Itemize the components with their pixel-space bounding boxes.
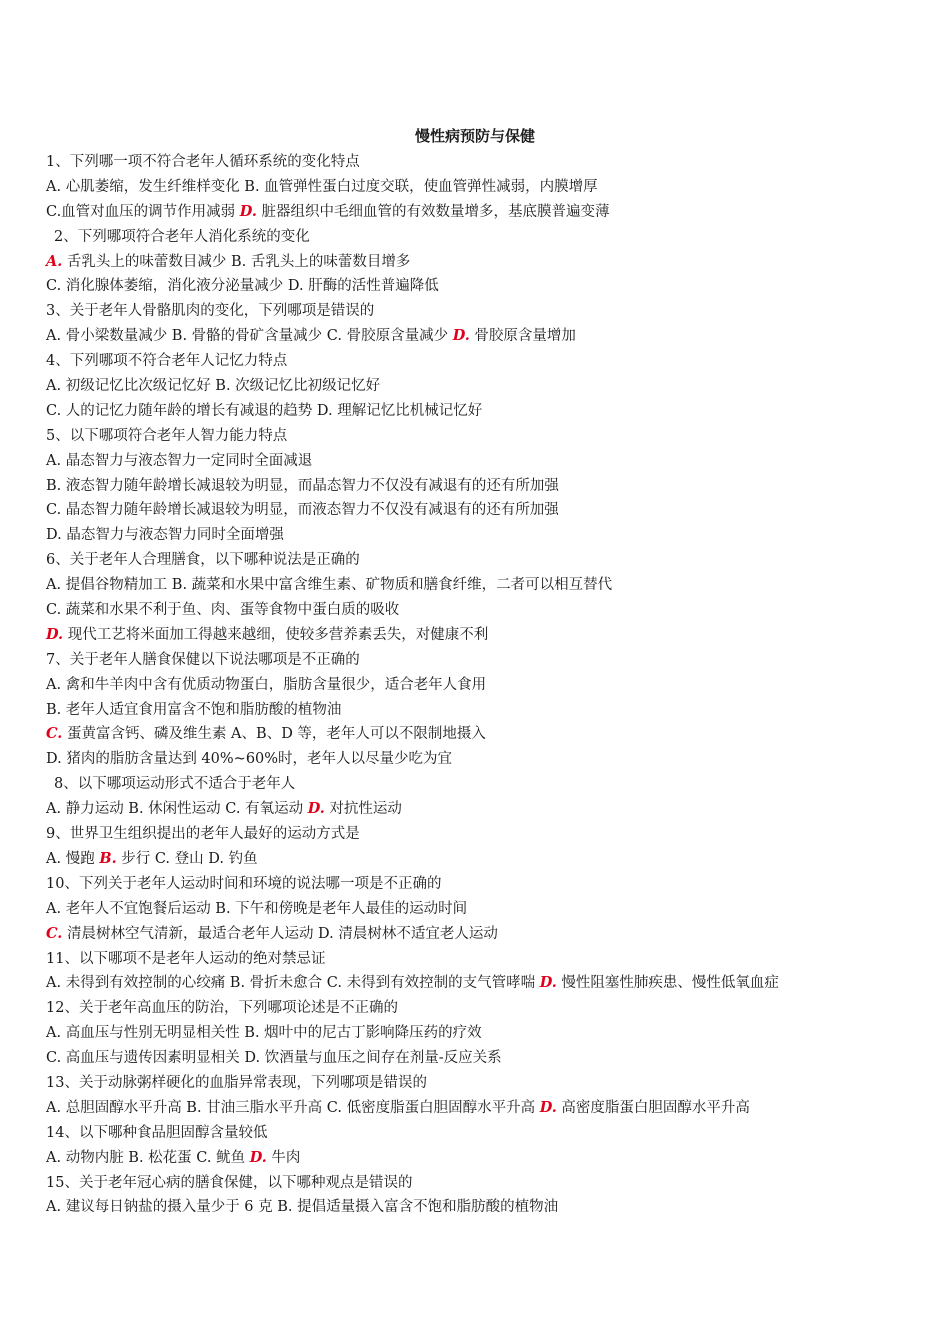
line-text: A. 静力运动 B. 休闲性运动 C. 有氧运动 bbox=[46, 801, 308, 818]
text-line bbox=[46, 623, 936, 648]
answer-marker: B. bbox=[99, 849, 117, 867]
line-text: 1、下列哪一项不符合老年人循环系统的变化特点 bbox=[46, 154, 360, 170]
answer-marker: C. bbox=[46, 725, 63, 743]
line-text: 9、世界卫生组织提出的老年人最好的运动方式是 bbox=[46, 826, 360, 843]
text-line bbox=[46, 1021, 936, 1046]
text-line bbox=[46, 996, 936, 1021]
line-text: 舌乳头上的味蕾数目减少 B. 舌乳头上的味蕾数目增多 bbox=[62, 253, 411, 270]
line-text: 3、关于老年人骨骼肌肉的变化，下列哪项是错误的 bbox=[46, 303, 375, 320]
text-line bbox=[46, 1171, 936, 1196]
text-line bbox=[46, 424, 936, 449]
line-text: 牛肉 bbox=[266, 1149, 301, 1166]
answer-marker: D. bbox=[539, 1098, 557, 1116]
line-text: C.血管对血压的调节作用减弱 bbox=[46, 203, 240, 220]
text-line bbox=[46, 449, 936, 474]
line-text: 现代工艺将米面加工得越来越细，使较多营养素丢失，对健康不利 bbox=[63, 626, 489, 643]
text-line bbox=[46, 922, 936, 947]
text-line bbox=[46, 200, 936, 225]
text-line bbox=[46, 648, 936, 673]
line-text: 脏器组织中毛细血管的有效数量增多，基底膜普遍变薄 bbox=[256, 203, 610, 220]
line-text: 蛋黄富含钙、磷及维生素 A、B、D 等，老年人可以不限制地摄入 bbox=[62, 726, 486, 743]
line-text: A. 老年人不宜饱餐后运动 B. 下午和傍晚是老年人最佳的运动时间 bbox=[46, 900, 468, 917]
text-line bbox=[46, 150, 936, 175]
text-line bbox=[46, 474, 936, 499]
line-text: B. 液态智力随年龄增长减退较为明显，而晶态智力不仅没有减退有的还有所加强 bbox=[46, 477, 559, 494]
text-line bbox=[46, 250, 936, 275]
text-line bbox=[46, 299, 936, 324]
text-line bbox=[46, 673, 936, 698]
answer-marker: D. bbox=[539, 974, 557, 992]
text-line bbox=[46, 573, 936, 598]
line-text: A. 禽和牛羊肉中含有优质动物蛋白，脂肪含量很少，适合老年人食用 bbox=[46, 676, 487, 693]
line-text: A. 建议每日钠盐的摄入量少于 6 克 B. 提倡适量摄入富含不饱和脂肪酸的植物油 bbox=[46, 1199, 559, 1216]
line-text: 2、下列哪项符合老年人消化系统的变化 bbox=[54, 228, 310, 245]
line-text: D. 猪肉的脂肪含量达到 40%~60%时，老年人以尽量少吃为宜 bbox=[46, 751, 453, 768]
line-text: C. 晶态智力随年龄增长减退较为明显，而液态智力不仅没有减退有的还有所加强 bbox=[46, 502, 559, 519]
text-line bbox=[46, 722, 936, 747]
line-text: B. 老年人适宜食用富含不饱和脂肪酸的植物油 bbox=[46, 701, 342, 718]
line-text: A. 心肌萎缩，发生纤维样变化 B. 血管弹性蛋白过度交联，使血管弹性减弱，内膜增厚 bbox=[46, 178, 598, 195]
answer-marker: A. bbox=[46, 252, 63, 270]
text-line bbox=[46, 324, 936, 349]
text-line bbox=[46, 548, 936, 573]
text-line bbox=[46, 1195, 936, 1220]
text-line bbox=[46, 1146, 936, 1171]
text-line bbox=[46, 349, 936, 374]
answer-marker: D. bbox=[46, 625, 64, 643]
text-line bbox=[46, 698, 936, 723]
page-title: 慢性病预防与保健 bbox=[414, 127, 535, 145]
line-text: 14、以下哪种食品胆固醇含量较低 bbox=[46, 1124, 268, 1141]
line-text: A. 晶态智力与液态智力一定同时全面减退 bbox=[46, 452, 313, 469]
line-text: A. 未得到有效控制的心绞痛 B. 骨折未愈合 C. 未得到有效控制的支气管哮喘 bbox=[46, 975, 540, 992]
question-list bbox=[46, 150, 936, 1220]
line-text: A. 骨小梁数量减少 B. 骨骼的骨矿含量减少 C. 骨胶原含量减少 bbox=[46, 328, 453, 345]
line-text: 5、以下哪项符合老年人智力能力特点 bbox=[46, 427, 288, 444]
line-text: A. 慢跑 bbox=[46, 850, 100, 867]
text-line bbox=[46, 374, 936, 399]
line-text: A. 提倡谷物精加工 B. 蔬菜和水果中富含维生素、矿物质和膳食纤维，二者可以相互替代 bbox=[46, 577, 613, 594]
text-line bbox=[46, 1046, 936, 1071]
text-line bbox=[46, 822, 936, 847]
line-text: A. 初级记忆比次级记忆好 B. 次级记忆比初级记忆好 bbox=[46, 378, 381, 395]
text-line bbox=[46, 399, 936, 424]
text-line bbox=[46, 947, 936, 972]
line-text: 8、以下哪项运动形式不适合于老年人 bbox=[54, 776, 296, 793]
text-line bbox=[46, 225, 936, 250]
line-text: 步行 C. 登山 D. 钓鱼 bbox=[116, 850, 258, 867]
text-line bbox=[46, 797, 936, 822]
text-line bbox=[46, 1096, 936, 1121]
line-text: A. 总胆固醇水平升高 B. 甘油三脂水平升高 C. 低密度脂蛋白胆固醇水平升高 bbox=[46, 1099, 540, 1116]
text-line bbox=[46, 897, 936, 922]
line-text: C. 高血压与遗传因素明显相关 D. 饮酒量与血压之间存在剂量-反应关系 bbox=[46, 1050, 502, 1067]
text-line bbox=[46, 274, 936, 299]
text-line bbox=[46, 772, 936, 797]
line-text: 清晨树林空气清新，最适合老年人运动 D. 清晨树林不适宜老人运动 bbox=[62, 925, 498, 942]
text-line bbox=[46, 872, 936, 897]
line-text: C. 人的记忆力随年龄的增长有减退的趋势 D. 理解记忆比机械记忆好 bbox=[46, 402, 483, 419]
line-text: 7、关于老年人膳食保健以下说法哪项是不正确的 bbox=[46, 651, 360, 668]
line-text: 4、下列哪项不符合老年人记忆力特点 bbox=[46, 353, 288, 370]
line-text: 11、以下哪项不是老年人运动的绝对禁忌证 bbox=[46, 950, 326, 967]
line-text: 高密度脂蛋白胆固醇水平升高 bbox=[556, 1099, 750, 1116]
line-text: 慢性阻塞性肺疾患、慢性低氧血症 bbox=[556, 975, 779, 992]
answer-marker: D. bbox=[249, 1148, 267, 1166]
text-line bbox=[46, 1071, 936, 1096]
answer-marker: D. bbox=[307, 800, 325, 818]
answer-marker: C. bbox=[46, 924, 63, 942]
line-text: A. 高血压与性别无明显相关性 B. 烟叶中的尼古丁影响降压药的疗效 bbox=[46, 1025, 482, 1042]
text-line bbox=[46, 847, 936, 872]
line-text: C. 蔬菜和水果不利于鱼、肉、蛋等食物中蛋白质的吸收 bbox=[46, 602, 400, 619]
line-text: 12、关于老年高血压的防治，下列哪项论述是不正确的 bbox=[46, 1000, 398, 1017]
answer-marker: D. bbox=[452, 327, 470, 345]
line-text: 对抗性运动 bbox=[324, 801, 402, 818]
text-line bbox=[46, 498, 936, 523]
text-line bbox=[46, 1121, 936, 1146]
text-line bbox=[46, 747, 936, 772]
line-text: 13、关于动脉粥样硬化的血脂异常表现，下列哪项是错误的 bbox=[46, 1074, 427, 1091]
line-text: 10、下列关于老年人运动时间和环境的说法哪一项是不正确的 bbox=[46, 875, 442, 892]
line-text: C. 消化腺体萎缩，消化液分泌量减少 D. 肝酶的活性普遍降低 bbox=[46, 278, 439, 295]
text-line bbox=[46, 598, 936, 623]
text-line bbox=[46, 175, 936, 200]
text-line bbox=[46, 971, 936, 996]
answer-marker: D. bbox=[239, 202, 257, 220]
line-text: D. 晶态智力与液态智力同时全面增强 bbox=[46, 527, 284, 544]
line-text: 15、关于老年冠心病的膳食保健，以下哪种观点是错误的 bbox=[46, 1174, 413, 1191]
line-text: 骨胶原含量增加 bbox=[469, 328, 576, 345]
line-text: A. 动物内脏 B. 松花蛋 C. 鱿鱼 bbox=[46, 1149, 250, 1166]
line-text: 6、关于老年人合理膳食，以下哪种说法是正确的 bbox=[46, 552, 360, 569]
text-line bbox=[46, 523, 936, 548]
